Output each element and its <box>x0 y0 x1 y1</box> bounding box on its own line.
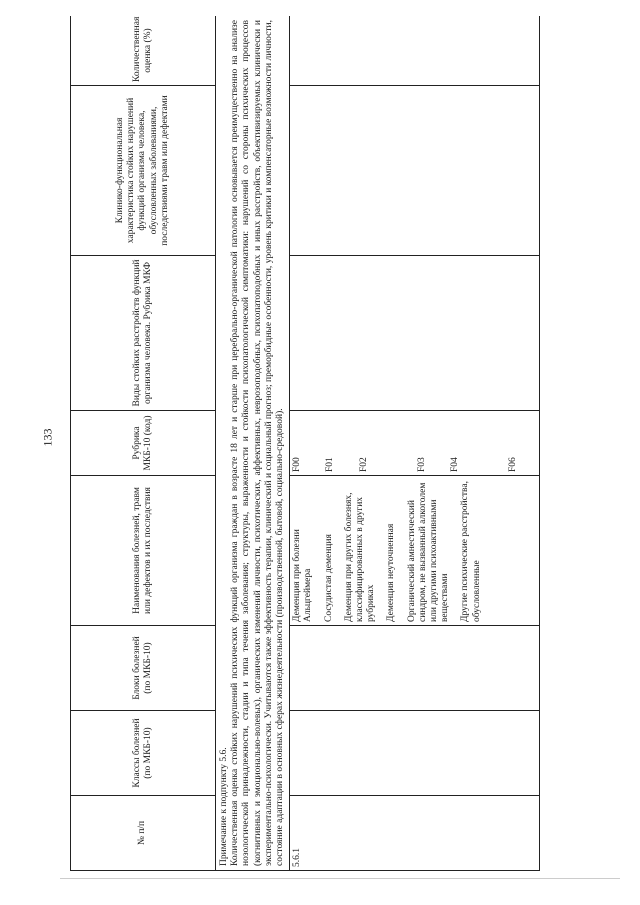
disease-name: Органический амнестический синдром, не вызванный алкоголем или другими психоактивными веществами <box>406 482 451 622</box>
header-classes: Классы болезней (по МКБ-10) <box>71 711 216 796</box>
disease-code: F02 <box>358 457 369 472</box>
disease-code: F00 <box>292 457 303 472</box>
row-classes <box>290 711 540 796</box>
header-characteristics: Клинико-функциональная характеристика стойких нарушений функций организма человека, обусловленных заболеваниями, последствиями травм или дефектами <box>71 86 216 256</box>
rotated-page <box>70 16 625 871</box>
note-text: Количественная оценка стойких нарушений психических функций организма граждан в возрасте 18 лет и старше при церебрально-органической патологии основывается преимущественно на анализе нозологической принадлежности, стадии и типа течения заболевания; структуры, выраженности и стойкости психопатологической симптоматики: нарушений со стороны психических процессов (когнитивных и эмоционально-волевых), органических изменений личности, психотических, аффективных, неврозоподобных, психопатоподобных и иных расстройств, объективизируемых клинически и экспериментально-психологически. Учитываются также эффективность терапии, клинический и социальный прогноз; преморбидные особенности, уровень критики и компенсаторные возможности личности, состояние адаптации в основных сферах жизнедеятельности (производственной, бытовой, социально-средовой). <box>230 20 286 866</box>
row-codes <box>290 411 540 476</box>
table-container <box>70 16 625 871</box>
note-title: Примечание к подпункту 5.6. <box>219 747 229 866</box>
header-score: Количественная оценка (%) <box>71 16 216 86</box>
disease-code: F01 <box>325 457 336 472</box>
disease-name: Деменция неуточненная <box>386 523 397 622</box>
note-cell <box>216 16 290 871</box>
disease-name: Сосудистая деменция <box>323 534 334 622</box>
header-row <box>71 16 216 871</box>
header-blocks: Блоки болезней (по МКБ-10) <box>71 626 216 711</box>
row-names <box>290 476 540 626</box>
page-number: 133 <box>40 428 55 447</box>
row-types <box>290 256 540 411</box>
scan-divider <box>60 878 620 879</box>
header-num: № п/п <box>71 796 216 871</box>
header-types: Виды стойких расстройств функций организма человека. Рубрика МКФ <box>71 256 216 411</box>
header-names: Наименования болезней, травм или дефектов и их последствия <box>71 476 216 626</box>
disease-name: Деменция при других болезнях, классифицированных в других рубриках <box>343 492 377 622</box>
row-num: 5.6.1 <box>290 796 540 871</box>
disease-code: F03 <box>416 457 427 472</box>
disease-name: Деменция при болезни Альцгеймера <box>292 529 314 622</box>
row-blocks <box>290 626 540 711</box>
disease-code: F04 <box>450 457 461 472</box>
note-row <box>216 16 290 871</box>
classification-table <box>70 16 540 871</box>
table-row <box>290 16 540 871</box>
header-rubric: Рубрика МКБ-10 (код) <box>71 411 216 476</box>
row-characteristics <box>290 86 540 256</box>
row-score <box>290 16 540 86</box>
disease-code: F06 <box>508 457 519 472</box>
disease-name: Другие психические расстройства, обусловленные <box>460 481 482 622</box>
